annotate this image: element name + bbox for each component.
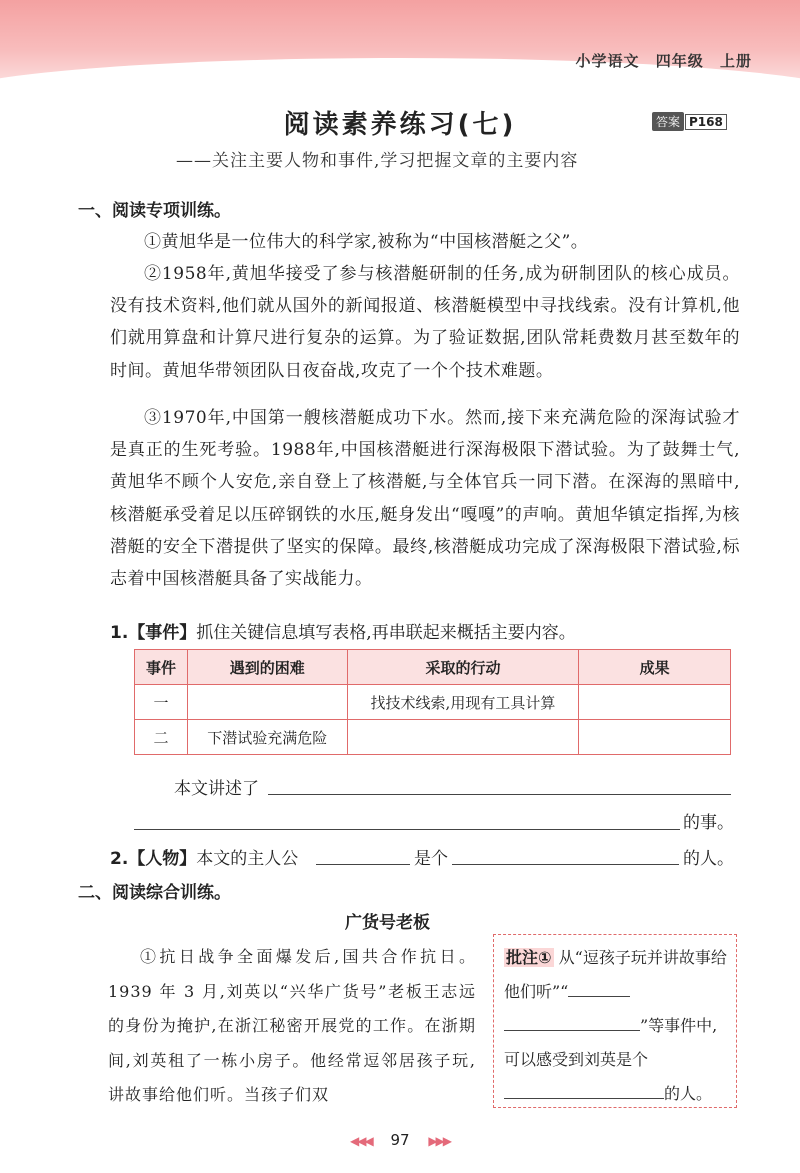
table-row xyxy=(135,685,731,720)
annotation-content xyxy=(504,941,730,1111)
summary-prefix: 本文讲述了 xyxy=(174,779,259,799)
paragraph-3: ③1970年,中国第一艘核潜艇成功下水。然而,接下来充满危险的深海试验才是真正的生死考验。1988年,中国核潜艇进行深海极限下潜试验。为了鼓舞士气,黄旭华不顾个人安危,亲自登上了核潜艇,与全体官兵一同下潜。在深海的黑暗中,核潜艇承受着足以压碎钢铁的水压,艇身发出“嘎嘎”的声响。黄旭华镇定指挥,为核潜艇的安全下潜提供了坚实的保障。最终,核潜艇成功完成了深海极限下潜试验,标志着中国核潜艇具备了实战能力。 xyxy=(110,408,740,590)
table-cell-input[interactable] xyxy=(347,720,579,755)
table-cell: 找技术线索,用现有工具计算 xyxy=(347,685,579,720)
protagonist-blank[interactable] xyxy=(316,864,410,865)
table-cell: 下潜试验充满危险 xyxy=(187,720,347,755)
table-header: 采取的行动 xyxy=(347,650,579,685)
page-title: 阅读素养练习(七) xyxy=(283,110,517,140)
answer-page: P168 xyxy=(685,114,727,130)
q2-number: 2. xyxy=(110,849,129,869)
question-2 xyxy=(110,844,298,869)
header-volume: 上册 xyxy=(719,52,752,70)
annotation-text-a: 从“逗孩子玩并讲故事给他们听”“ xyxy=(504,948,727,1001)
header-grade: 四年级 xyxy=(655,52,704,70)
q2-text-c: 的人。 xyxy=(683,849,734,869)
page-footer xyxy=(0,1131,800,1149)
annotation-box xyxy=(493,934,737,1108)
annotation-tag: 批注① xyxy=(506,948,552,967)
table-header: 遇到的困难 xyxy=(187,650,347,685)
table-row xyxy=(135,720,731,755)
q2-tag: 【人物】 xyxy=(128,849,197,869)
annotation-text-b: ”等事件中,可以感受到刘英是个 xyxy=(504,1016,718,1069)
table-cell-input[interactable] xyxy=(579,685,731,720)
summary-blank-1[interactable] xyxy=(268,794,731,795)
table-cell-input[interactable] xyxy=(579,720,731,755)
next-arrows-icon: ▶▶▶ xyxy=(428,1134,451,1148)
answer-label: 答案 xyxy=(652,112,684,131)
answer-badge xyxy=(652,112,727,131)
q1-number: 1. xyxy=(110,623,129,643)
annotation-text-c: 的人。 xyxy=(664,1084,713,1103)
paragraph-2: ②1958年,黄旭华接受了参与核潜艇研制的任务,成为研制团队的核心成员。没有技术资料,他们就从国外的新闻报道、核潜艇模型中寻找线索。没有计算机,他们就用算盘和计算尺进行复杂的运算。为了验证数据,团队常耗费数月甚至数年的时间。黄旭华带领团队日夜奋战,攻克了一个个技术难题。 xyxy=(110,264,740,381)
q1-text: 抓住关键信息填写表格,再串联起来概括主要内容。 xyxy=(196,623,576,643)
page-subtitle: ——关注主要人物和事件,学习把握文章的主要内容 xyxy=(176,151,579,171)
paragraph-1: ①黄旭华是一位伟大的科学家,被称为“中国核潜艇之父”。 xyxy=(144,232,589,252)
trait-blank[interactable] xyxy=(452,864,679,865)
summary-suffix: 的事。 xyxy=(683,813,734,833)
q2-text-a: 本文的主人公 xyxy=(196,849,299,869)
annotation-blank-3[interactable] xyxy=(504,1084,664,1099)
table-header: 成果 xyxy=(579,650,731,685)
q1-tag: 【事件】 xyxy=(128,623,197,643)
article-text: ①抗日战争全面爆发后,国共合作抗日。1939 年 3 月,刘英以“兴华广货号”老板王志远的身份为掩护,在浙江秘密开展党的工作。在浙期间,刘英租了一栋小房子。他经常逗邻居孩子玩,讲故事给他们听。当孩子们双 xyxy=(108,947,476,1104)
table-cell: 二 xyxy=(135,720,188,755)
annotation-blank-2[interactable] xyxy=(504,1016,640,1031)
q2-text-b: 是个 xyxy=(414,849,448,869)
page-number: 97 xyxy=(390,1131,410,1149)
table-header-row xyxy=(135,650,731,685)
section1-heading: 一、阅读专项训练。 xyxy=(78,201,231,221)
summary-blank-2[interactable] xyxy=(134,829,680,830)
section2-heading: 二、阅读综合训练。 xyxy=(78,883,231,903)
table-cell-input[interactable] xyxy=(187,685,347,720)
annotation-blank-1[interactable] xyxy=(568,982,630,997)
prev-arrows-icon: ◀◀◀ xyxy=(349,1134,372,1148)
events-table xyxy=(134,649,731,755)
table-header: 事件 xyxy=(135,650,188,685)
question-1 xyxy=(110,618,576,643)
table-cell: 一 xyxy=(135,685,188,720)
header-subject: 小学语文 xyxy=(575,52,640,70)
header-meta xyxy=(575,50,752,71)
article-title: 广货号老板 xyxy=(345,913,430,933)
